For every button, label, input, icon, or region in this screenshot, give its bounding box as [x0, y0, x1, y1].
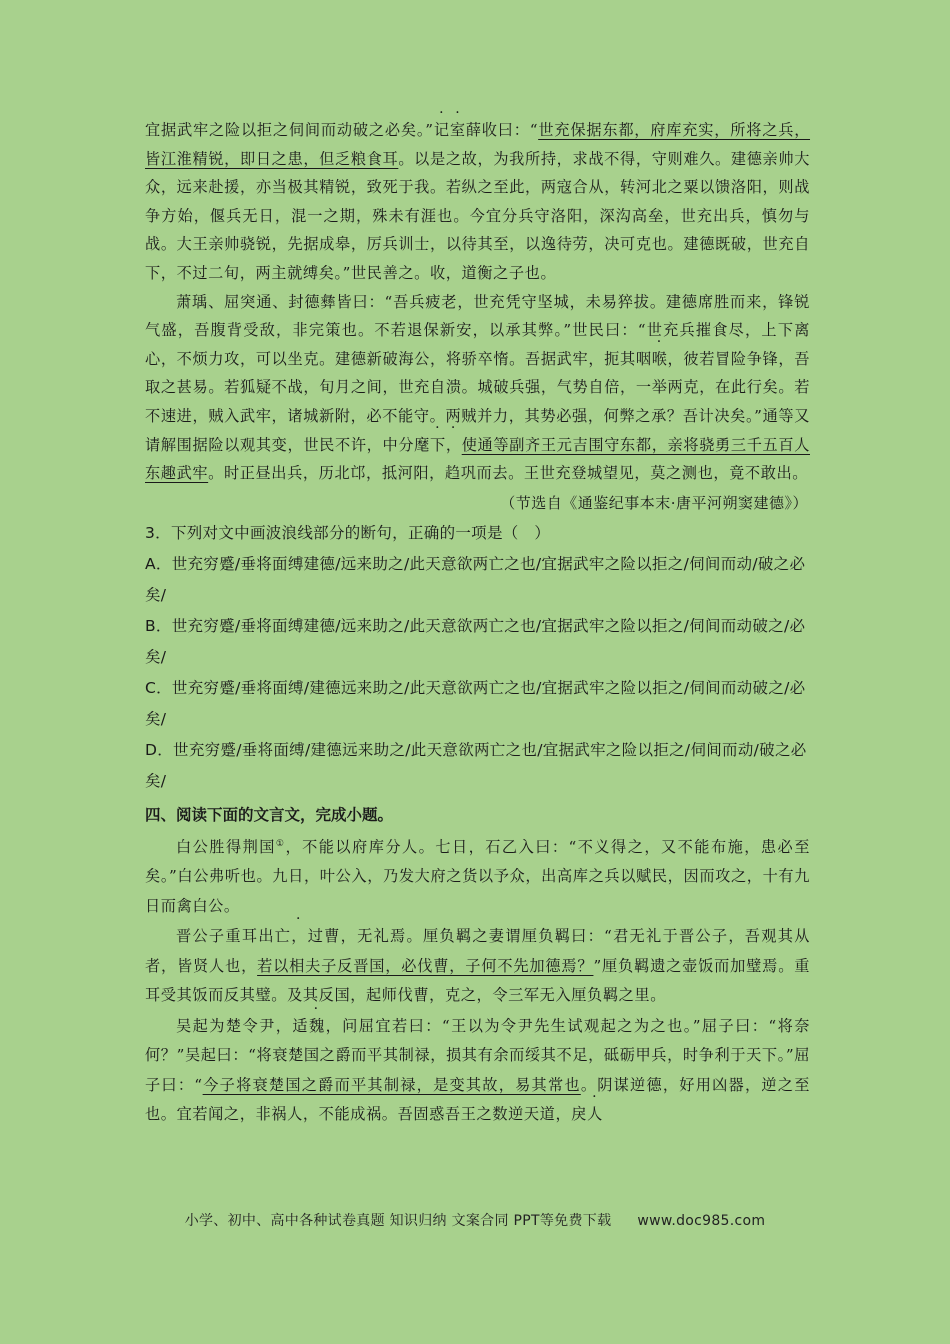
dotted-char: 下: [430, 435, 446, 454]
question-3-stem: 3．下列对文中画波浪线部分的断句，正确的一项是（ ）: [145, 523, 551, 542]
section-4-paragraph-2: [145, 922, 810, 1011]
dotted-char: 亡: [274, 927, 292, 946]
text-segment: 白公胜得荆国: [176, 837, 276, 856]
text-segment: 吴起为楚令尹，: [176, 1016, 293, 1035]
text-segment: 。以是之故，为我所持，求战不得，守则难久。建德亲帅大众，远来赴援，亦当极其精锐，致死于我。若纵之至此，两寇合从，转河北之粟以馈洛阳，则战争方始，偃兵无日，混一之期，殊未有涯也。今宜分兵守洛阳，深沟高垒，世充出兵，慎勿与战。大王亲帅骁锐，先据成皋，厉兵训士，以待其至，以逸待劳，决可克也。建德既破，世充自下，不过二旬，两主就缚矣。”世民善之。收，道衡之子也。: [145, 149, 810, 282]
page-footer: [0, 1210, 950, 1230]
text-segment: 。时正昼出兵，历北邙，抵河阳，趋巩而去。王世充登城望见，莫之测也，竟不敢出。: [208, 464, 809, 483]
question-3-option-b: B．世充穷蹙/垂将面缚建德/远来助之/此天意欲两亡之也/宜据武牢之险以拒之/伺间而动破之/必矣/: [145, 616, 806, 666]
document-content: [145, 116, 810, 1130]
text-segment: 萧瑀、屈突通、封德彝皆曰：“吾兵疲老，世充凭守坚城，未易猝拔。建德席胜而来，锋锐气盛，吾腹背受敌，非完策也。不若退保新安，以承其弊。”世民曰：“世充兵摧食尽，上下离心，不烦力攻，可以坐克。建德新破海公，将骄卒惰。吾据武牢，扼其: [145, 292, 810, 368]
text-segment: 。阴谋逆德，好用凶器，逆之至也。宜若闻之，非祸人，不能成祸。吾固惑吾王之数逆天道，: [145, 1075, 810, 1124]
section-4-heading: 四、阅读下面的文言文，完成小题。: [145, 805, 394, 824]
question-3-option-d: D．世充穷蹙/垂将面缚/建德远来助之/此天意欲两亡之也/宜据武牢之险以拒之/伺间而动/破之必矣/: [145, 740, 807, 790]
text-segment: ，不能以府库分人。七日，石乙入曰：“不义得之，又不能布施，患必至矣。”白公弗听也。九日，叶公入，乃发大府之货以予众，出高库之兵以赋民，因而攻之，十有九日而禽白公。: [145, 837, 810, 915]
question-3-option-a: A．世充穷蹙/垂将面缚建德/远来助之/此天意欲两亡之也/宜据武牢之险以拒之/伺间而动/破之必矣/: [145, 554, 806, 604]
text-segment: ，: [445, 435, 462, 454]
underlined-sentence: 使通等副齐王元吉围守东都，亲将骁勇三千五百人东趣武牢: [145, 435, 810, 483]
underlined-sentence: 世充保据东都，府库充实，所将之兵，皆江淮精锐，即日之患，但乏粮食耳: [145, 121, 811, 168]
underlined-sentence: 今子将衰楚国之爵而平其制禄，是变其故，易其常也: [202, 1075, 581, 1094]
passage-source: （节选自《通鉴纪事本末·唐平河朔窦建德》）: [500, 493, 808, 512]
dotted-char: 室: [449, 121, 466, 139]
text-segment: 薛收曰：“: [465, 121, 539, 139]
passage-paragraph-2: [145, 288, 810, 488]
dotted-char: 适: [292, 1016, 309, 1035]
dotted-char: 麾: [414, 435, 431, 454]
text-segment: 人: [587, 1105, 603, 1124]
text-segment: 魏，问屈宜若曰：“王以为令尹先生试观起之为之也。”屈子曰：“将奈何？”吴起曰：“将衰楚国之爵而平其制禄，损其有余而绥其不足，砥砺甲兵，时争利于天下。”屈子曰：“: [145, 1016, 810, 1094]
footer-website-link[interactable]: www.doc985.com: [637, 1213, 766, 1229]
text-segment: 宜据武牢之险以拒之伺间而动破之必矣。”: [145, 121, 434, 139]
footer-text: 小学、初中、高中各种试卷真题 知识归纳 文案合同 PPT等免费下载: [184, 1213, 612, 1229]
dotted-char: 咽: [635, 349, 652, 368]
text-segment: ，过曹，无礼焉。厘负羁之妻谓厘负羁曰：“君无礼于晋公子，吾观其从者，皆贤人也，: [145, 927, 810, 975]
question-3-option-c: C．世充穷蹙/垂将面缚/建德远来助之/此天意欲两亡之也/宜据武牢之险以拒之/伺间而动破之/必矣/: [145, 678, 806, 728]
text-segment: 晋公子重耳出: [176, 927, 275, 946]
text-segment: ”厘负羁遗之壶饭而加璧焉。重耳受其饭而反其璧。及其反国，起师伐曹，克之，令三军无入厘负羁之里。: [145, 956, 810, 1005]
passage-paragraph-1: [145, 116, 810, 288]
dotted-char: 记: [433, 121, 450, 139]
text-segment: 喉，彼若冒险争锋，吾取之甚易。若狐疑不战，旬月之间，世充自溃。城破兵强，气势自倍，一举两克，在此行矣。若不速进，贼入武牢，诸城新附，必不能守。两贼并力，其势必强，何弊之承？吾计决矣。”通等又请解围据险以观其变，世民不许，中分: [145, 349, 810, 454]
section-4-paragraph-3: [145, 1012, 810, 1130]
underlined-sentence: 若以相夫子反晋国，必伐曹，子何不先加德焉？: [257, 956, 594, 975]
dotted-char: 戾: [571, 1105, 588, 1124]
footnote-marker: ①: [275, 838, 286, 849]
section-4-paragraph-1: [145, 830, 810, 922]
